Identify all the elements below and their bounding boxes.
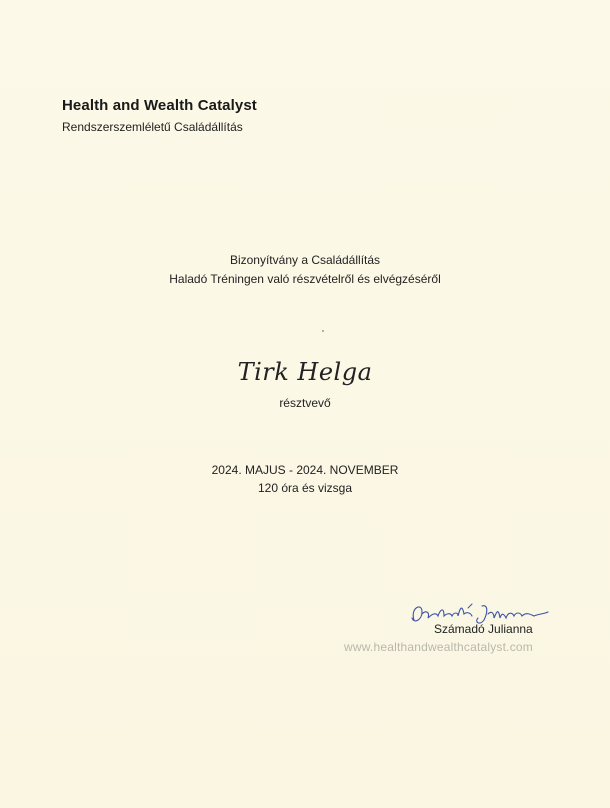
organization-name: Health and Wealth Catalyst bbox=[62, 97, 257, 114]
signatory-name: Számadó Julianna bbox=[434, 622, 533, 636]
participant-block bbox=[0, 358, 610, 410]
participant-role: résztvevő bbox=[279, 396, 331, 410]
organization-subtitle: Rendszerszemléletű Családállítás bbox=[62, 120, 243, 134]
organization-header bbox=[62, 97, 257, 134]
participant-name: Tirk Helga bbox=[237, 358, 373, 386]
website-link[interactable]: www.healthandwealthcatalyst.com bbox=[344, 640, 533, 654]
paper-speck bbox=[322, 330, 324, 332]
certificate-title-line1: Bizonyítvány a Családállítás bbox=[229, 253, 381, 267]
course-hours: 120 óra és vizsga bbox=[257, 481, 353, 495]
certificate-title-line2: Haladó Tréningen való részvételről és elvégzéséről bbox=[169, 272, 441, 286]
course-details bbox=[0, 461, 610, 497]
certificate-title bbox=[0, 251, 610, 289]
course-period: 2024. MAJUS - 2024. NOVEMBER bbox=[211, 463, 399, 477]
